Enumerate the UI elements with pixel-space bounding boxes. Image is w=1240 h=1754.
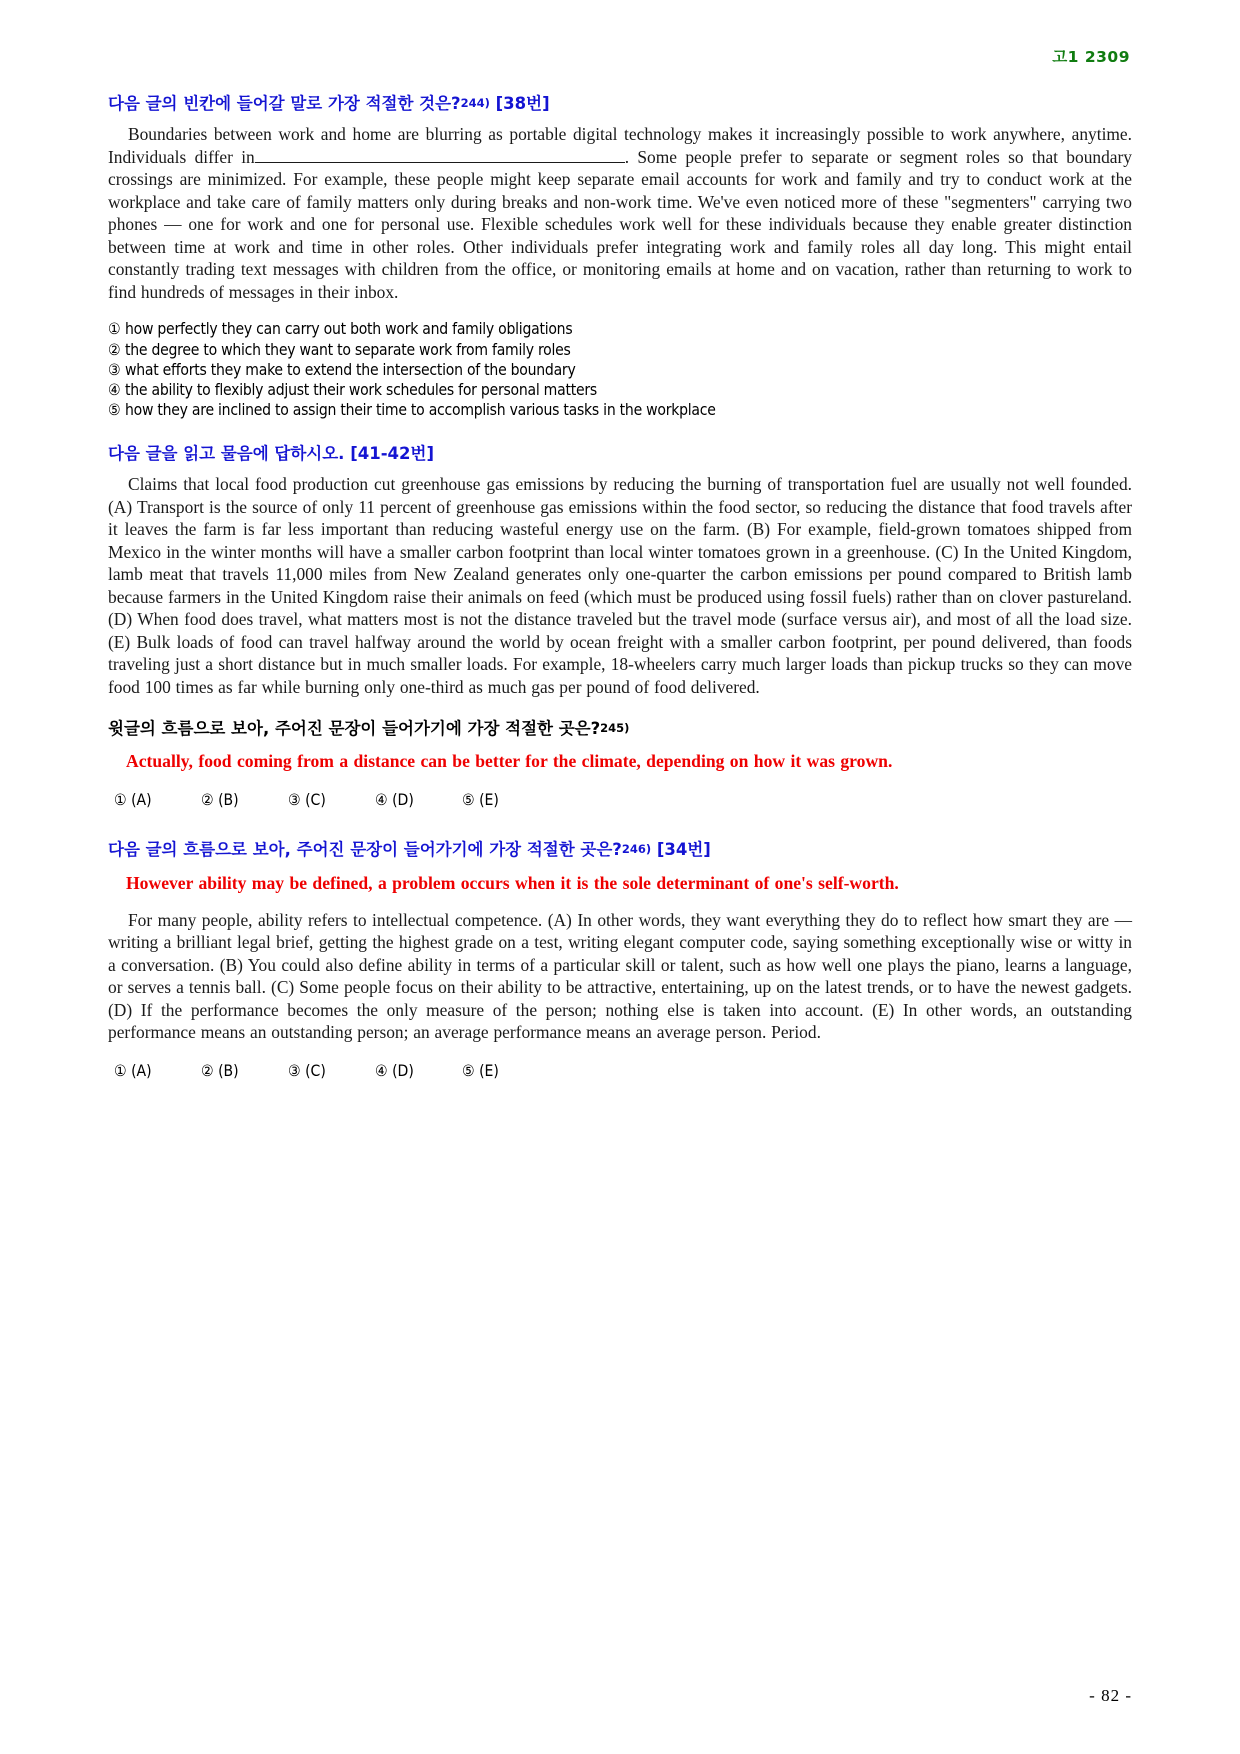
choice-marker: ④ bbox=[375, 791, 388, 810]
question-bracket-label: [41-42번] bbox=[344, 443, 434, 463]
choice-marker: ③ bbox=[288, 791, 301, 810]
choice-item[interactable] bbox=[288, 1062, 375, 1080]
choice-item[interactable] bbox=[108, 340, 1132, 360]
question-number-superscript: 245) bbox=[600, 721, 630, 736]
choice-marker: ③ bbox=[288, 1061, 301, 1080]
choice-marker: ① bbox=[114, 791, 127, 810]
question-heading-text: 다음 글을 읽고 물음에 답하시오. bbox=[108, 443, 345, 463]
question-heading-34 bbox=[108, 839, 1132, 861]
question-heading-text: 다음 글의 흐름으로 보아, 주어진 문장이 들어가기에 가장 적절한 곳은? bbox=[108, 840, 622, 860]
spacer bbox=[108, 895, 1132, 909]
choice-item[interactable] bbox=[201, 791, 288, 809]
choice-item[interactable] bbox=[462, 1062, 549, 1080]
choice-marker: ⑤ bbox=[462, 791, 475, 810]
choice-label: what efforts they make to extend the intersection of the boundary bbox=[125, 360, 576, 379]
choice-label: (A) bbox=[131, 791, 152, 810]
inline-choice-list-245 bbox=[114, 791, 1132, 809]
passage-segment-before-blank: Boundaries between work and home are blurring as portable digital technology makes it increasingly possible to work anywhere, anytime. Individuals differ in bbox=[108, 124, 1132, 167]
passage-segment-after-blank: . Some people prefer to separate or segment roles so that boundary crossings are minimized. For example, these people might keep separate email accounts for work and family and try to conduct work at the workplace and take care of family matters only during breaks and non-work time. We've even noticed more of these "segmenters" carrying two phones — one for work and one for personal use. Flexible schedules work well for these individuals because they enable greater distinction between time at work and time in other roles. Other individuals prefer integrating work and family roles all day long. This might entail constantly trading text messages with children from the office, or monitoring emails at home and on vacation, rather than returning to work to find hundreds of messages in their inbox. bbox=[108, 146, 1132, 302]
choice-label: (D) bbox=[392, 1061, 414, 1080]
choice-marker: ⑤ bbox=[108, 401, 121, 420]
choice-label: the ability to flexibly adjust their work schedules for personal matters bbox=[125, 381, 597, 400]
question-heading-245 bbox=[108, 718, 1132, 740]
choice-item[interactable] bbox=[114, 1062, 201, 1080]
page-header-label: 고1 2309 bbox=[1052, 48, 1130, 66]
choice-marker: ④ bbox=[375, 1061, 388, 1080]
choice-item[interactable] bbox=[375, 791, 462, 809]
choice-label: (C) bbox=[305, 791, 326, 810]
choice-marker: ① bbox=[114, 1061, 127, 1080]
choice-label: (B) bbox=[218, 1061, 239, 1080]
choice-marker: ① bbox=[108, 320, 121, 339]
choice-marker: ④ bbox=[108, 381, 121, 400]
passage-text-38 bbox=[108, 123, 1132, 303]
question-bracket-label: [34번] bbox=[651, 840, 711, 860]
question-number-superscript: 246) bbox=[621, 842, 652, 857]
choice-marker: ⑤ bbox=[462, 1061, 475, 1080]
choice-label: how perfectly they can carry out both work and family obligations bbox=[125, 320, 573, 339]
page-number-footer: - 82 - bbox=[1089, 1686, 1132, 1705]
question-number-superscript: 244) bbox=[460, 96, 490, 110]
passage-text-41-42: Claims that local food production cut greenhouse gas emissions by reducing the burning of transportation fuel are usually not well founded. (A) Transport is the source of only 11 percent of greenhouse gas emissions within the food sector, so reducing the distance that food travels after it leaves the farm is far less important than reducing wasteful energy use on the farm. (B) For example, field-grown tomatoes shipped from Mexico in the winter months will have a smaller carbon footprint than local winter tomatoes grown in a greenhouse. (C) In the United Kingdom, lamb meat that travels 11,000 miles from New Zealand generates only one-quarter the carbon emissions per pound compared to British lamb because farmers in the United Kingdom raise their animals on feed (which must be produced using fossil fuels) rather than on clover pastureland. (D) When food does travel, what matters most is not the distance traveled but the travel mode (surface versus air), and most of all the load size. (E) Bulk loads of food can travel halfway around the world by ocean freight with a smaller carbon footprint, per pound delivered, than foods traveling just a short distance but in much smaller loads. For example, 18-wheelers carry much larger loads than pickup trucks so they can move food 100 times as far while burning only one-third as much gas per pound of food delivered. bbox=[108, 474, 1132, 697]
choice-marker: ③ bbox=[108, 360, 121, 379]
choice-item[interactable] bbox=[114, 791, 201, 809]
question-heading-41-42 bbox=[108, 443, 1132, 465]
choice-item[interactable] bbox=[108, 319, 1132, 339]
inserted-sentence-34: However ability may be defined, a problem occurs when it is the sole determinant of one's self-worth. bbox=[126, 872, 899, 893]
choice-label: the degree to which they want to separate work from family roles bbox=[125, 340, 571, 359]
choice-marker: ② bbox=[201, 791, 214, 810]
inserted-sentence-245: Actually, food coming from a distance can be better for the climate, depending on how it was grown. bbox=[126, 751, 893, 772]
question-heading-text: 다음 글의 빈칸에 들어갈 말로 가장 적절한 것은? bbox=[108, 94, 461, 113]
spacer bbox=[108, 421, 1132, 443]
question-bracket-label: [38번] bbox=[489, 94, 550, 113]
choice-label: how they are inclined to assign their time to accomplish various tasks in the workplace bbox=[125, 401, 716, 420]
choice-item[interactable] bbox=[108, 380, 1132, 400]
choice-item[interactable] bbox=[462, 791, 549, 809]
choice-label: (D) bbox=[392, 791, 414, 810]
spacer bbox=[108, 809, 1132, 839]
choice-item[interactable] bbox=[288, 791, 375, 809]
choice-item[interactable] bbox=[201, 1062, 288, 1080]
passage-text-34: For many people, ability refers to intellectual competence. (A) In other words, they want everything they do to reflect how smart they are — writing a brilliant legal brief, getting the highest grade on a test, writing elegant computer code, saying something exceptionally wise or witty in a conversation. (B) You could also define ability in terms of a particular skill or talent, such as how well one plays the piano, learns a language, or serves a tennis ball. (C) Some people focus on their ability to be attractive, entertaining, up on the latest trends, or to have the newest gadgets. (D) If the performance becomes the only measure of the person; nothing else is taken into account. (E) In other words, an outstanding performance means an outstanding person; an average performance means an average person. Period. bbox=[108, 909, 1132, 1043]
question-heading-text: 윗글의 흐름으로 보아, 주어진 문장이 들어가기에 가장 적절한 곳은? bbox=[108, 719, 601, 739]
choice-item[interactable] bbox=[108, 400, 1132, 420]
spacer bbox=[108, 704, 1132, 718]
choice-label: (E) bbox=[479, 791, 499, 810]
choice-item[interactable] bbox=[375, 1062, 462, 1080]
blank-underline bbox=[255, 148, 625, 163]
choice-label: (C) bbox=[305, 1061, 326, 1080]
choice-marker: ② bbox=[108, 340, 121, 359]
choice-marker: ② bbox=[201, 1061, 214, 1080]
choice-list-38 bbox=[108, 319, 1132, 420]
choice-label: (E) bbox=[479, 1061, 499, 1080]
choice-label: (A) bbox=[131, 1061, 152, 1080]
choice-item[interactable] bbox=[108, 360, 1132, 380]
choice-label: (B) bbox=[218, 791, 239, 810]
question-heading-38 bbox=[108, 93, 1132, 115]
inline-choice-list-34 bbox=[114, 1062, 1132, 1080]
